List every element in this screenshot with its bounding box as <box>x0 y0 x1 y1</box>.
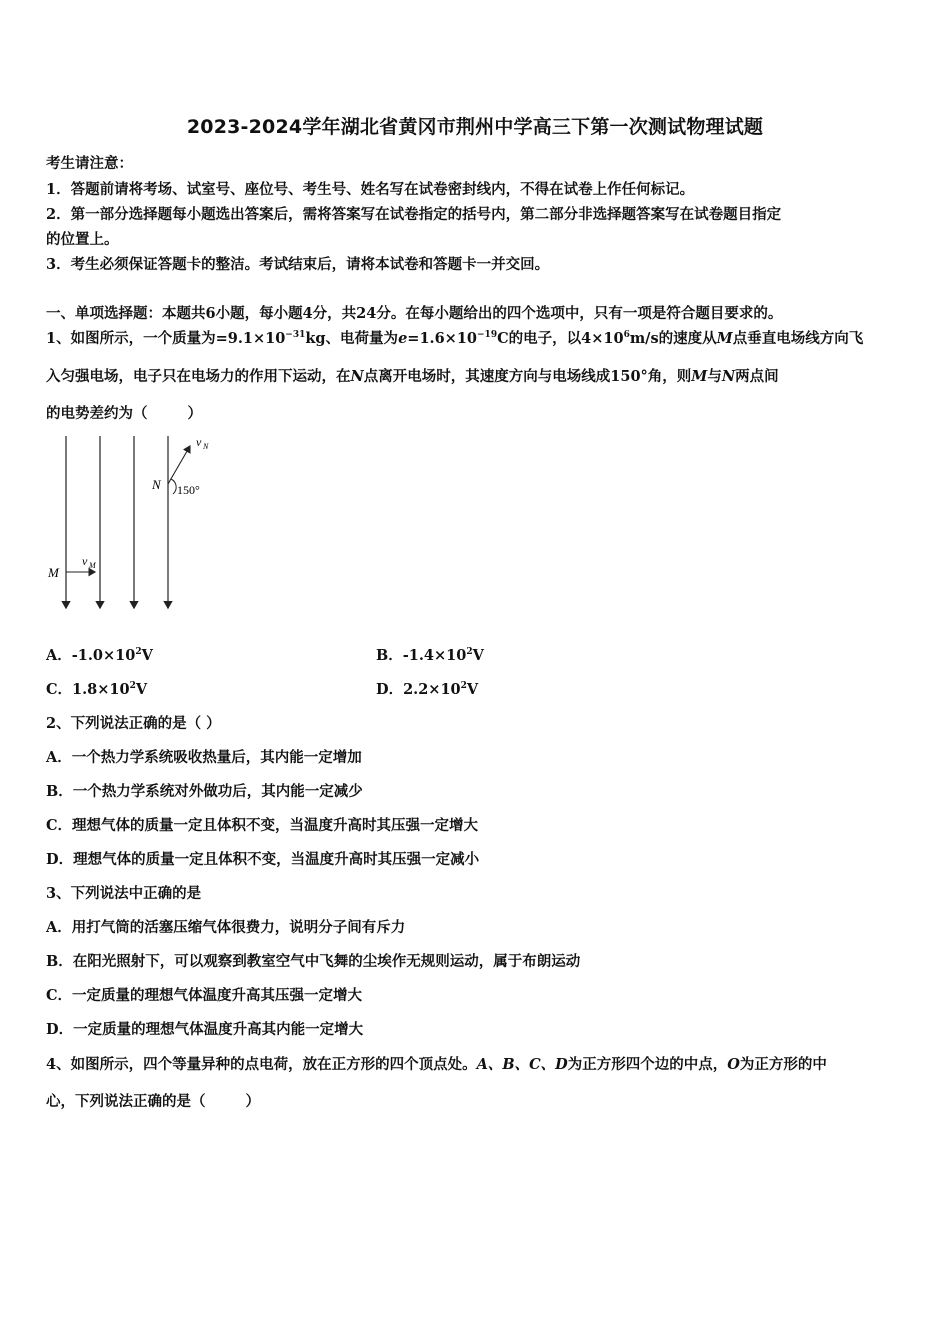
q1-stem-line-2: 入匀强电场，电子只在电场力的作用下运动，在N点离开电场时，其速度方向与电场线成150°角，则M与N两点间 <box>46 368 779 385</box>
q1-option-d[interactable]: D．$2.2\times 10^2V$ <box>376 681 479 698</box>
q3-option-d[interactable]: D．一定质量的理想气体温度升高其内能一定增大 <box>46 1021 364 1038</box>
notice-heading: 考生请注意： <box>46 155 133 172</box>
q1-stem-line-3: 的电势差约为（ ） <box>46 405 202 422</box>
label-vm-sub: M <box>89 561 96 570</box>
q4-stem-line-1: 4、如图所示，四个等量异种的点电荷，放在正方形的四个顶点处。A、B、C、D为正方形四个边的中点，O为正方形的中 <box>46 1056 827 1073</box>
angle-arc <box>171 479 176 494</box>
label-vm: v <box>82 554 88 568</box>
notice-item-2: 2．第一部分选择题每小题选出答案后，需将答案写在试卷指定的括号内，第二部分非选择题答案写在试卷题目指定 <box>46 206 782 223</box>
section-heading: 一、单项选择题：本题共6小题，每小题4分，共24分。在每小题给出的四个选项中，只有一项是符合题目要求的。 <box>46 305 783 322</box>
notice-item-3: 3．考生必须保证答题卡的整洁。考试结束后，请将本试卷和答题卡一并交回。 <box>46 256 550 273</box>
label-vn-sub: N <box>203 442 209 451</box>
q2-option-a[interactable]: A．一个热力学系统吸收热量后，其内能一定增加 <box>46 749 362 766</box>
q1-option-a[interactable]: A．$-1.0\times 10^2V$ <box>46 647 153 664</box>
label-m: M <box>48 565 59 580</box>
q3-option-b[interactable]: B．在阳光照射下，可以观察到教室空气中飞舞的尘埃作无规则运动，属于布朗运动 <box>46 953 581 970</box>
q2-option-c[interactable]: C．理想气体的质量一定且体积不变，当温度升高时其压强一定增大 <box>46 817 479 834</box>
q3-option-c[interactable]: C．一定质量的理想气体温度升高其压强一定增大 <box>46 987 363 1004</box>
q4-stem-line-2: 心，下列说法正确的是（ ） <box>46 1093 260 1110</box>
q1-option-b[interactable]: B．$-1.4\times 10^2V$ <box>376 647 484 664</box>
q1-option-c[interactable]: C．$1.8\times 10^2V$ <box>46 681 148 698</box>
q3-option-a[interactable]: A．用打气筒的活塞压缩气体很费力，说明分子间有斥力 <box>46 919 406 936</box>
notice-item-2-cont: 的位置上。 <box>46 231 119 248</box>
q2-option-d[interactable]: D．理想气体的质量一定且体积不变，当温度升高时其压强一定减小 <box>46 851 480 868</box>
velocity-n-arrow <box>168 446 190 484</box>
page-title: 2023-2024学年湖北省黄冈市荆州中学高三下第一次测试物理试题 <box>186 116 764 138</box>
q1-figure <box>40 432 230 617</box>
q3-stem: 3、下列说法中正确的是 <box>46 885 202 902</box>
label-n: N <box>152 477 161 492</box>
label-angle: 150° <box>177 483 200 497</box>
q2-stem: 2、下列说法正确的是（ ） <box>46 715 221 732</box>
q1-stem-line-1: 1、如图所示，一个质量为$=9.1\times 10^{-31}kg$、电荷量为$e=1.6\times 10^{-19}C$的电子，以$4\times 10^6m/s$的速度从M点垂直电场线方向飞 <box>46 330 864 347</box>
notice-item-1: 1．答题前请将考场、试室号、座位号、考生号、姓名写在试卷密封线内，不得在试卷上作任何标记。 <box>46 181 695 198</box>
q2-option-b[interactable]: B．一个热力学系统对外做功后，其内能一定减少 <box>46 783 363 800</box>
label-vn: v <box>196 435 202 449</box>
